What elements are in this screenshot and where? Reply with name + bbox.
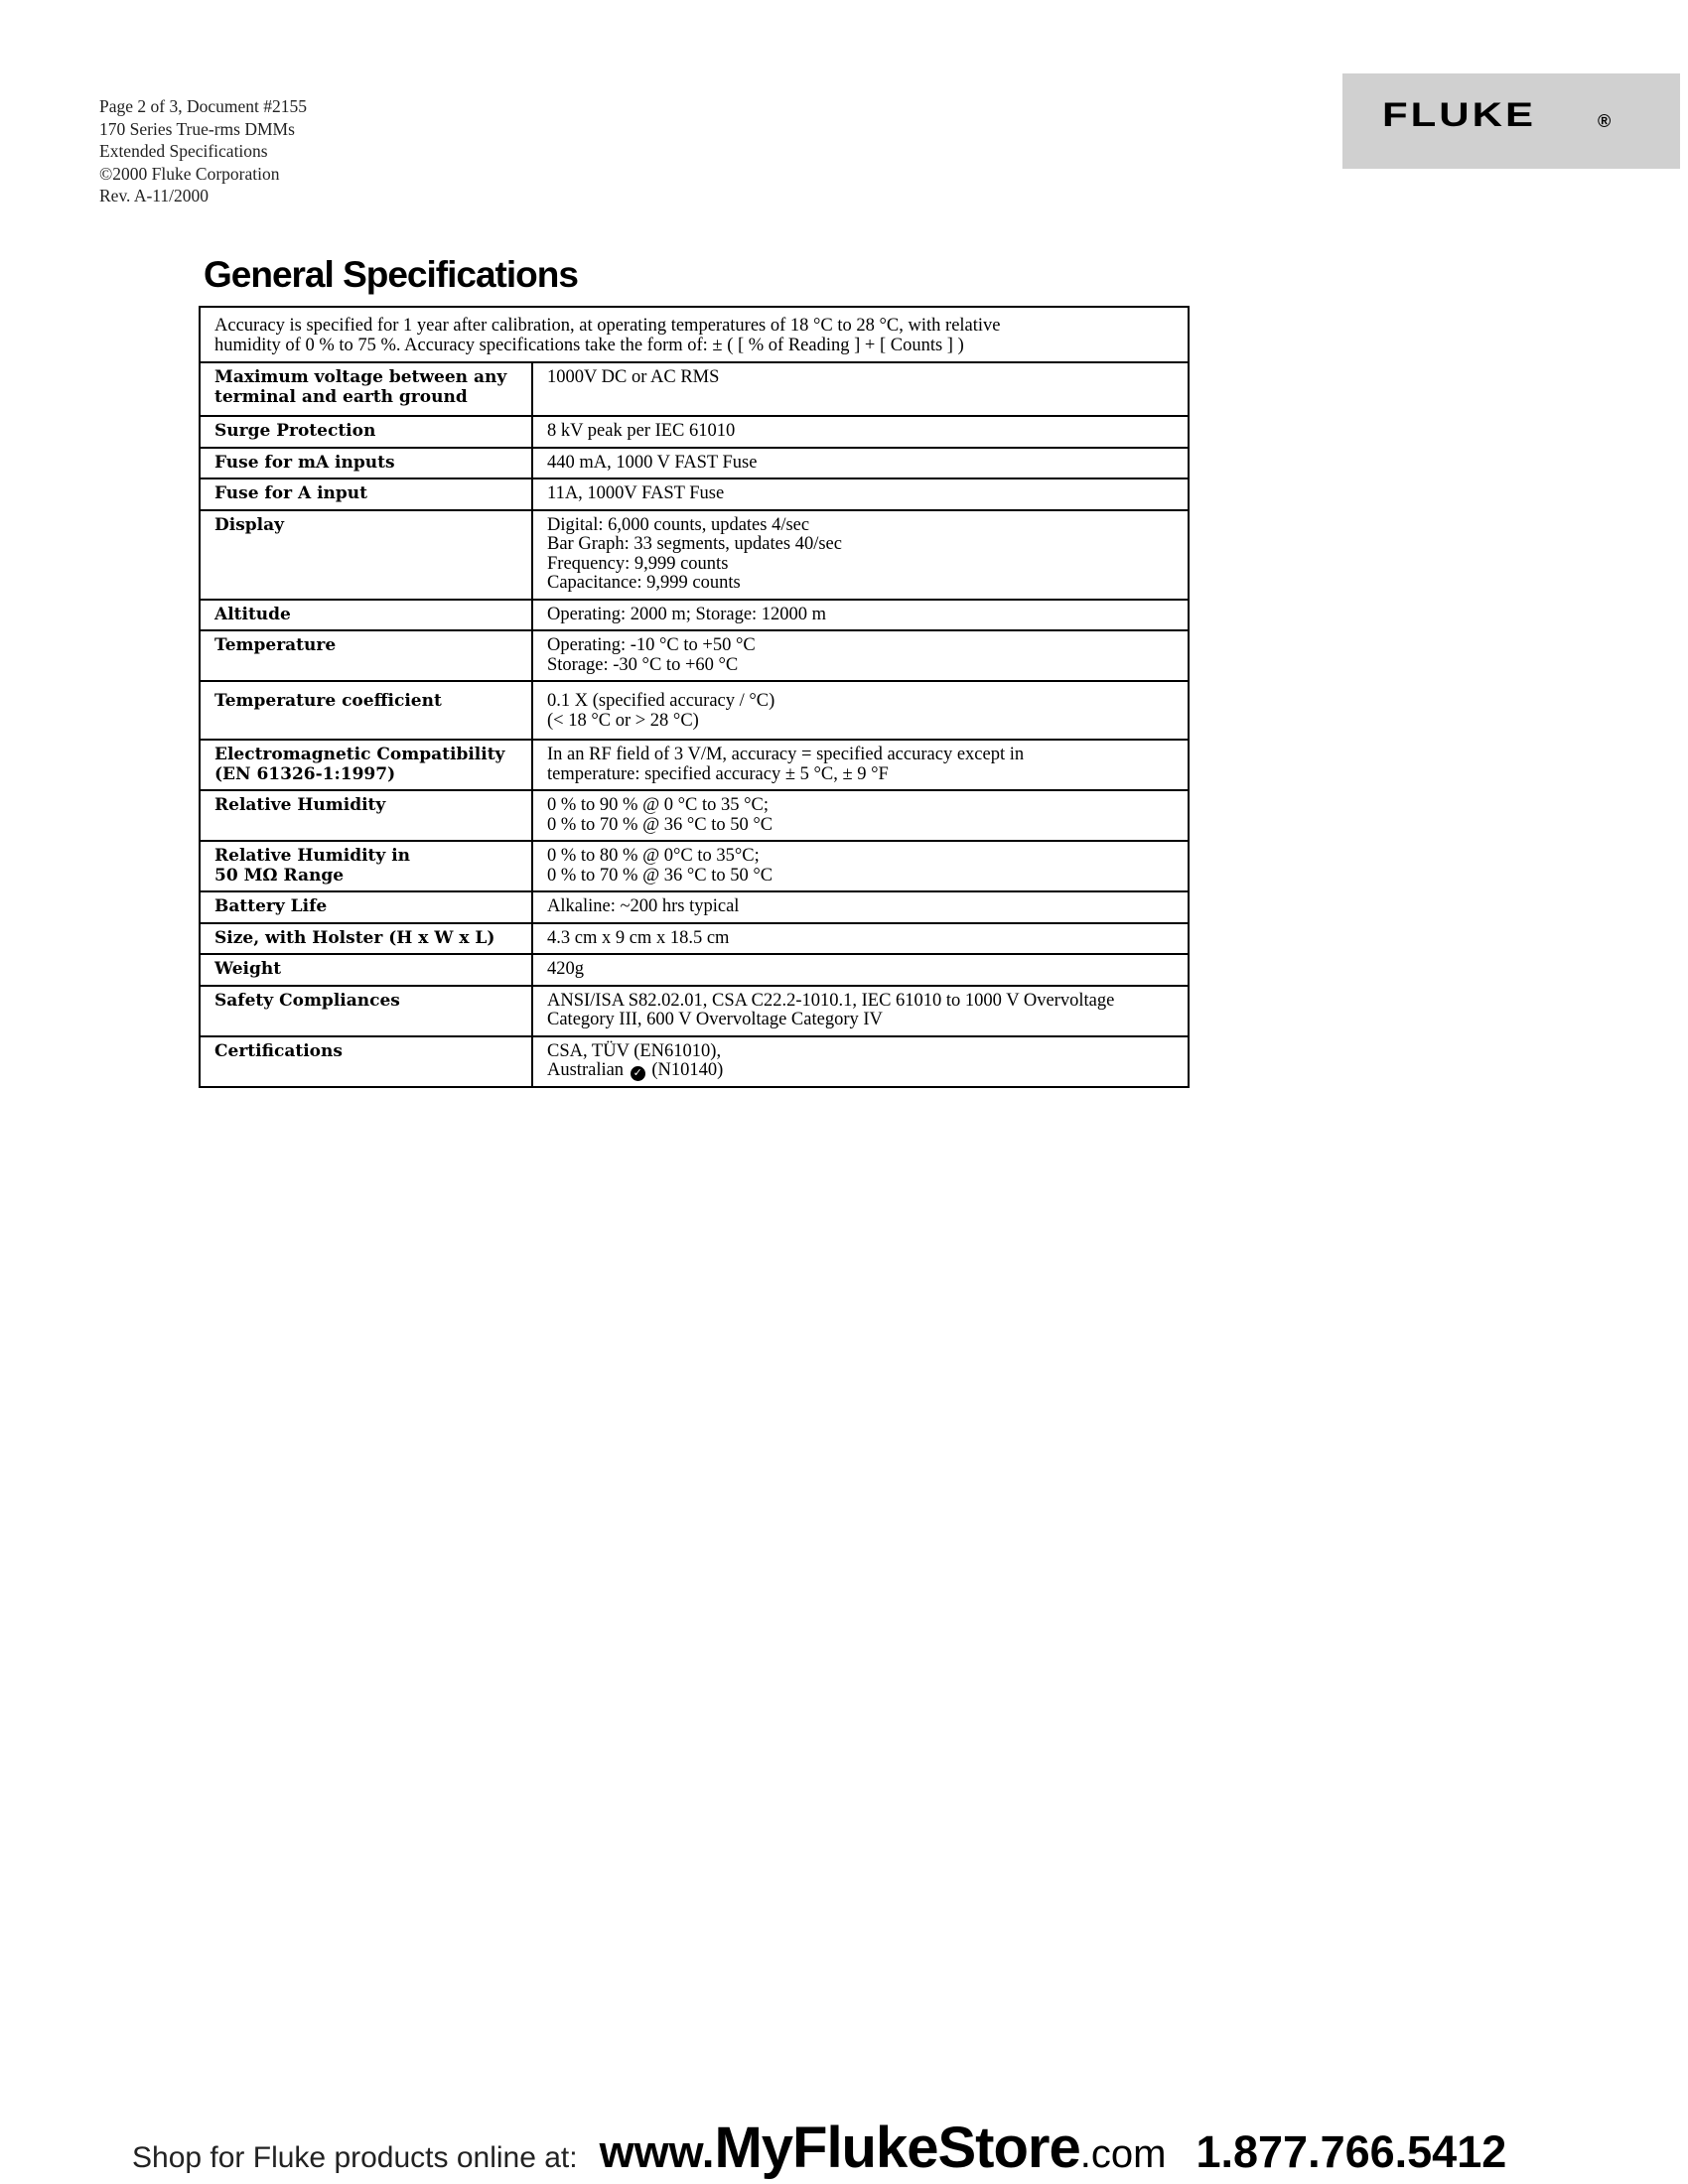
table-row — [200, 954, 1189, 986]
table-row — [200, 1036, 1189, 1088]
table-row — [200, 986, 1189, 1036]
table-row — [200, 891, 1189, 923]
spec-value: Alkaline: ~200 hrs typical — [532, 891, 1189, 923]
spec-label: Fuse for mA inputs — [200, 448, 532, 479]
footer-www: www. — [599, 2126, 715, 2177]
registered-mark: ® — [1598, 111, 1612, 131]
accuracy-note-line: Accuracy is specified for 1 year after calibration, at operating temperatures of 18 °C to 28 °C, with relative — [214, 316, 1001, 336]
cert-suffix: (N10140) — [651, 1060, 724, 1080]
table-row — [200, 600, 1189, 631]
spec-label: Temperature coefficient — [200, 681, 532, 740]
spec-label: Temperature — [200, 630, 532, 681]
spec-value: 420g — [532, 954, 1189, 986]
table-row — [200, 841, 1189, 891]
table-row — [200, 923, 1189, 955]
table-row — [200, 416, 1189, 448]
table-row — [200, 362, 1189, 416]
accuracy-note — [199, 306, 1190, 361]
table-row — [200, 630, 1189, 681]
spec-value: 8 kV peak per IEC 61010 — [532, 416, 1189, 448]
spec-label: Certifications — [200, 1036, 532, 1088]
spec-label: Size, with Holster (H x W x L) — [200, 923, 532, 955]
spec-table — [199, 361, 1190, 1088]
spec-table-container — [199, 306, 1190, 1088]
spec-label: Relative Humidity — [200, 790, 532, 841]
spec-label: Safety Compliances — [200, 986, 532, 1036]
spec-value: 11A, 1000V FAST Fuse — [532, 478, 1189, 510]
header-line-series: 170 Series True-rms DMMs — [99, 118, 295, 139]
spec-value: 0 % to 90 % @ 0 °C to 35 °C; 0 % to 70 % @ 36 °C to 50 °C — [532, 790, 1189, 841]
spec-value: Digital: 6,000 counts, updates 4/sec Bar Graph: 33 segments, updates 40/sec Frequency: 9,999 counts Capacitance: 9,999 counts — [532, 510, 1189, 600]
spec-value: CSA, TÜV (EN61010), Australian ✓ (N10140) — [532, 1036, 1189, 1088]
document-header — [99, 95, 307, 207]
spec-value: 440 mA, 1000 V FAST Fuse — [532, 448, 1189, 479]
table-row — [200, 448, 1189, 479]
table-row — [200, 510, 1189, 600]
spec-value: 0 % to 80 % @ 0°C to 35°C; 0 % to 70 % @ 36 °C to 50 °C — [532, 841, 1189, 891]
spec-label: Altitude — [200, 600, 532, 631]
footer-shop-text: Shop for Fluke products online at: — [132, 2141, 578, 2174]
accuracy-note-line: humidity of 0 % to 75 %. Accuracy specifications take the form of: ± ( [ % of Reading ] + [ Counts ] ) — [214, 336, 964, 355]
spec-value: 0.1 X (specified accuracy / °C) (< 18 °C or > 28 °C) — [532, 681, 1189, 740]
spec-label: Maximum voltage between any terminal and earth ground — [200, 362, 532, 416]
spec-value: Operating: -10 °C to +50 °C Storage: -30 °C to +60 °C — [532, 630, 1189, 681]
table-row — [200, 478, 1189, 510]
table-row — [200, 681, 1189, 740]
header-line-page: Page 2 of 3, Document #2155 — [99, 96, 307, 116]
logo-wordmark: FLUKE — [1382, 95, 1536, 134]
spec-value: ANSI/ISA S82.02.01, CSA C22.2-1010.1, IEC 61010 to 1000 V Overvoltage Category III, 600 V Overvoltage Category IV — [532, 986, 1189, 1036]
fluke-logo — [1342, 73, 1680, 169]
spec-label: Surge Protection — [200, 416, 532, 448]
spec-value: Operating: 2000 m; Storage: 12000 m — [532, 600, 1189, 631]
header-line-revision: Rev. A-11/2000 — [99, 186, 210, 205]
table-row — [200, 790, 1189, 841]
page-title: General Specifications — [204, 254, 578, 295]
spec-label: Electromagnetic Compatibility (EN 61326-1:1997) — [200, 740, 532, 790]
spec-value: 4.3 cm x 9 cm x 18.5 cm — [532, 923, 1189, 955]
spec-label: Weight — [200, 954, 532, 986]
spec-label: Battery Life — [200, 891, 532, 923]
footer-com: .com — [1079, 2132, 1167, 2176]
spec-value: In an RF field of 3 V/M, accuracy = specified accuracy except in temperature: specified accuracy ± 5 °C, ± 9 °F — [532, 740, 1189, 790]
spec-label: Fuse for A input — [200, 478, 532, 510]
spec-value: 1000V DC or AC RMS — [532, 362, 1189, 416]
header-line-copyright: ©2000 Fluke Corporation — [99, 163, 280, 184]
spec-label: Display — [200, 510, 532, 600]
footer-store-link[interactable]: MyFlukeStore — [714, 2116, 1080, 2180]
c-tick-icon: ✓ — [631, 1066, 645, 1081]
header-line-doc-type: Extended Specifications — [99, 141, 268, 161]
table-row — [200, 740, 1189, 790]
spec-label: Relative Humidity in 50 MΩ Range — [200, 841, 532, 891]
footer-phone: 1.877.766.5412 — [1196, 2126, 1507, 2177]
cert-prefix: Australian — [547, 1060, 625, 1080]
footer-ad — [132, 2115, 1507, 2180]
